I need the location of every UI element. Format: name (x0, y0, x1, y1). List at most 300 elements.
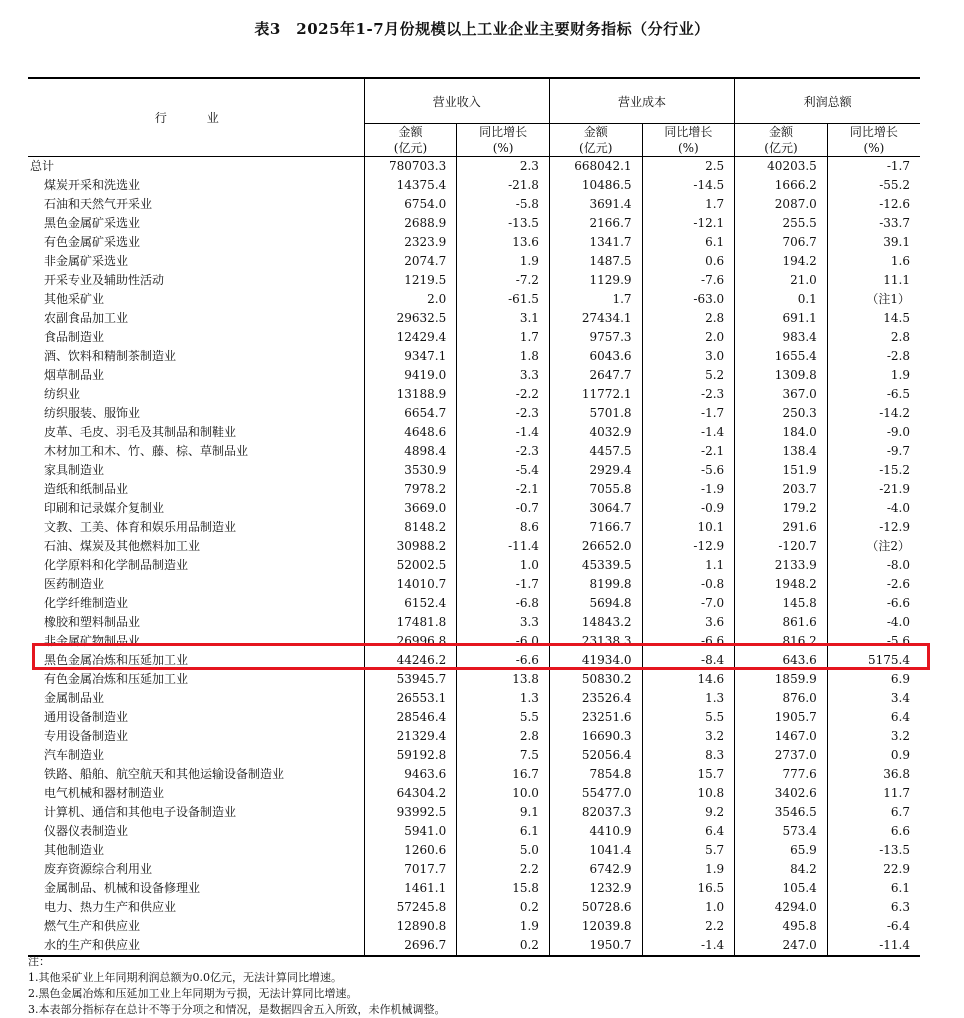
profit-growth-cell: -15.2 (827, 461, 920, 480)
revenue-amount-cell: 7978.2 (364, 480, 457, 499)
table-row (28, 898, 920, 917)
revenue-amount-cell: 44246.2 (364, 651, 457, 670)
revenue-amount-cell: 9463.6 (364, 765, 457, 784)
table-row (28, 594, 920, 613)
cost-growth-cell: 0.6 (642, 252, 735, 271)
revenue-amount-cell: 93992.5 (364, 803, 457, 822)
table-row (28, 499, 920, 518)
profit-growth-cell: -6.4 (827, 917, 920, 936)
cost-amount-cell: 2166.7 (549, 214, 642, 233)
industry-name-cell: 食品制造业 (44, 330, 105, 344)
profit-amount-cell: 1948.2 (735, 575, 828, 594)
industry-name-cell: 专用设备制造业 (44, 729, 129, 743)
cost-amount-cell: 4032.9 (549, 423, 642, 442)
revenue-amount-cell: 21329.4 (364, 727, 457, 746)
table-row (28, 727, 920, 746)
table-row (28, 556, 920, 575)
cost-growth-cell: 3.6 (642, 613, 735, 632)
table-row (28, 575, 920, 594)
profit-growth-cell: 11.7 (827, 784, 920, 803)
profit-growth-cell: 11.1 (827, 271, 920, 290)
profit-amount-cell: 3546.5 (735, 803, 828, 822)
table-row-highlighted (28, 651, 920, 670)
industry-name-cell: 其他采矿业 (44, 292, 105, 306)
profit-growth-cell: 3.2 (827, 727, 920, 746)
cost-growth-cell: 14.6 (642, 670, 735, 689)
profit-amount-cell: 194.2 (735, 252, 828, 271)
cost-growth-cell: -1.7 (642, 404, 735, 423)
profit-growth-cell: 6.3 (827, 898, 920, 917)
cost-amount-cell: 4457.5 (549, 442, 642, 461)
revenue-amount-cell: 64304.2 (364, 784, 457, 803)
industry-name-cell: 有色金属冶炼和压延加工业 (44, 672, 189, 686)
cost-amount-cell: 3691.4 (549, 195, 642, 214)
profit-growth-cell: -21.9 (827, 480, 920, 499)
profit-group-header: 利润总额 (735, 78, 920, 124)
revenue-growth-cell: -1.7 (457, 575, 550, 594)
table-row (28, 518, 920, 537)
cost-amount-cell: 2647.7 (549, 366, 642, 385)
industry-name-cell: 铁路、船舶、航空航天和其他运输设备制造业 (44, 767, 285, 781)
revenue-growth-cell: 5.5 (457, 708, 550, 727)
industry-name-cell: 家具制造业 (44, 463, 105, 477)
cost-amount-cell: 1487.5 (549, 252, 642, 271)
revenue-growth-cell: 0.2 (457, 936, 550, 956)
industry-name-cell: 橡胶和塑料制品业 (44, 615, 141, 629)
table-row (28, 157, 920, 177)
cost-growth-cell: 1.1 (642, 556, 735, 575)
revenue-amount-cell: 6152.4 (364, 594, 457, 613)
industry-name-cell: 印刷和记录媒介复制业 (44, 501, 165, 515)
profit-amount-cell: 1467.0 (735, 727, 828, 746)
profit-growth-cell: -9.7 (827, 442, 920, 461)
industry-name-cell: 其他制造业 (44, 843, 105, 857)
cost-growth-cell: 6.4 (642, 822, 735, 841)
cost-growth-cell: -14.5 (642, 176, 735, 195)
revenue-growth-cell: 1.8 (457, 347, 550, 366)
revenue-amount-cell: 57245.8 (364, 898, 457, 917)
table-row (28, 480, 920, 499)
industry-name-cell: 皮革、毛皮、羽毛及其制品和制鞋业 (44, 425, 237, 439)
table-row (28, 233, 920, 252)
revenue-growth-cell: -13.5 (457, 214, 550, 233)
cost-growth-cell: 8.3 (642, 746, 735, 765)
cost-growth-cell: 9.2 (642, 803, 735, 822)
cost-amount-cell: 7055.8 (549, 480, 642, 499)
profit-growth-cell: -33.7 (827, 214, 920, 233)
cost-growth-cell: 15.7 (642, 765, 735, 784)
cost-amount-cell: 5701.8 (549, 404, 642, 423)
industry-name-cell: 燃气生产和供应业 (44, 919, 141, 933)
profit-amount-unit: (亿元) (735, 140, 828, 157)
revenue-amount-cell: 9419.0 (364, 366, 457, 385)
revenue-amount-cell: 5941.0 (364, 822, 457, 841)
cost-growth-cell: 10.1 (642, 518, 735, 537)
cost-growth-cell: 6.1 (642, 233, 735, 252)
profit-growth-cell: 22.9 (827, 860, 920, 879)
industry-name-cell: 电力、热力生产和供应业 (44, 900, 177, 914)
profit-growth-cell: -13.5 (827, 841, 920, 860)
revenue-amount-cell: 30988.2 (364, 537, 457, 556)
table-body (28, 157, 920, 957)
table-row (28, 632, 920, 651)
revenue-growth-cell: -6.8 (457, 594, 550, 613)
profit-growth-cell: 39.1 (827, 233, 920, 252)
cost-amount-cell: 23251.6 (549, 708, 642, 727)
industry-name-cell: 医药制造业 (44, 577, 105, 591)
cost-amount-cell: 50728.6 (549, 898, 642, 917)
cost-growth-cell: -12.9 (642, 537, 735, 556)
profit-growth-cell: -4.0 (827, 499, 920, 518)
profit-amount-cell: 151.9 (735, 461, 828, 480)
revenue-amount-cell: 1461.1 (364, 879, 457, 898)
profit-amount-cell: 105.4 (735, 879, 828, 898)
profit-amount-cell: 706.7 (735, 233, 828, 252)
cost-growth-cell: -8.4 (642, 651, 735, 670)
industry-name-cell: 仪器仪表制造业 (44, 824, 129, 838)
revenue-growth-cell: -2.3 (457, 404, 550, 423)
industry-name-cell: 金属制品、机械和设备修理业 (44, 881, 201, 895)
table-row (28, 176, 920, 195)
table-row (28, 803, 920, 822)
table-row (28, 271, 920, 290)
cost-amount-cell: 52056.4 (549, 746, 642, 765)
profit-growth-cell: 6.9 (827, 670, 920, 689)
industry-name-cell: 化学纤维制造业 (44, 596, 129, 610)
cost-growth-cell: 5.2 (642, 366, 735, 385)
cost-amount-cell: 1.7 (549, 290, 642, 309)
table-title: 表3 2025年1-7月份规模以上工业企业主要财务指标（分行业） (254, 20, 710, 38)
cost-growth-cell: 5.5 (642, 708, 735, 727)
revenue-amount-cell: 29632.5 (364, 309, 457, 328)
profit-growth-cell: 3.4 (827, 689, 920, 708)
revenue-growth-cell: 1.0 (457, 556, 550, 575)
profit-amount-cell: 184.0 (735, 423, 828, 442)
industry-column-header: 行 业 (28, 78, 364, 157)
profit-amount-cell: 250.3 (735, 404, 828, 423)
revenue-growth-cell: -21.8 (457, 176, 550, 195)
footnote-3: 3.本表部分指标存在总计不等于分项之和情况，是数据四舍五入所致，未作机械调整。 (28, 1003, 446, 1016)
cost-growth-cell: -12.1 (642, 214, 735, 233)
cost-amount-cell: 5694.8 (549, 594, 642, 613)
cost-growth-cell: 3.2 (642, 727, 735, 746)
profit-amount-cell: 861.6 (735, 613, 828, 632)
cost-amount-cell: 41934.0 (549, 651, 642, 670)
cost-growth-cell: -2.3 (642, 385, 735, 404)
profit-amount-cell: 816.2 (735, 632, 828, 651)
profit-amount-cell: 203.7 (735, 480, 828, 499)
table-row (28, 423, 920, 442)
industry-name-cell: 化学原料和化学制品制造业 (44, 558, 189, 572)
cost-amount-cell: 23526.4 (549, 689, 642, 708)
table-row (28, 708, 920, 727)
profit-growth-cell: -14.2 (827, 404, 920, 423)
profit-growth-cell: 36.8 (827, 765, 920, 784)
revenue-amount-cell: 53945.7 (364, 670, 457, 689)
cost-growth-cell: 1.3 (642, 689, 735, 708)
cost-amount-cell: 45339.5 (549, 556, 642, 575)
profit-growth-unit: (%) (827, 140, 920, 157)
revenue-growth-cell: 15.8 (457, 879, 550, 898)
industry-name-cell: 文教、工美、体育和娱乐用品制造业 (44, 520, 237, 534)
cost-amount-cell: 1232.9 (549, 879, 642, 898)
profit-amount-cell: 2087.0 (735, 195, 828, 214)
industry-name-cell: 通用设备制造业 (44, 710, 129, 724)
revenue-amount-cell: 17481.8 (364, 613, 457, 632)
industry-name-cell: 造纸和纸制品业 (44, 482, 129, 496)
cost-amount-cell: 10486.5 (549, 176, 642, 195)
profit-amount-cell: 983.4 (735, 328, 828, 347)
profit-growth-cell: -9.0 (827, 423, 920, 442)
revenue-amount-cell: 2074.7 (364, 252, 457, 271)
cost-growth-cell: -2.1 (642, 442, 735, 461)
profit-amount-cell: 21.0 (735, 271, 828, 290)
revenue-amount-cell: 4648.6 (364, 423, 457, 442)
revenue-growth-cell: -2.1 (457, 480, 550, 499)
profit-growth-cell: -55.2 (827, 176, 920, 195)
footnotes (28, 954, 446, 1018)
revenue-amount-cell: 2696.7 (364, 936, 457, 956)
revenue-amount-unit: (亿元) (364, 140, 457, 157)
cost-amount-header: 金额 (549, 124, 642, 141)
revenue-growth-cell: -2.3 (457, 442, 550, 461)
revenue-amount-cell: 3530.9 (364, 461, 457, 480)
revenue-growth-cell: 3.3 (457, 613, 550, 632)
cost-growth-header: 同比增长 (642, 124, 735, 141)
profit-amount-cell: 255.5 (735, 214, 828, 233)
industry-name-cell: 石油、煤炭及其他燃料加工业 (44, 539, 201, 553)
revenue-growth-cell: -61.5 (457, 290, 550, 309)
profit-amount-cell: 145.8 (735, 594, 828, 613)
revenue-amount-header: 金额 (364, 124, 457, 141)
industry-name-cell: 非金属矿物制品业 (44, 634, 141, 648)
profit-amount-cell: 0.1 (735, 290, 828, 309)
cost-growth-cell: 1.0 (642, 898, 735, 917)
industry-name-cell: 石油和天然气开采业 (44, 197, 153, 211)
footnote-1: 1.其他采矿业上年同期利润总额为0.0亿元，无法计算同比增速。 (28, 971, 342, 984)
cost-growth-cell: -1.4 (642, 936, 735, 956)
profit-amount-cell: 1309.8 (735, 366, 828, 385)
table-row (28, 822, 920, 841)
revenue-amount-cell: 2323.9 (364, 233, 457, 252)
cost-growth-cell: -0.8 (642, 575, 735, 594)
industry-name-cell: 金属制品业 (44, 691, 105, 705)
table-row (28, 670, 920, 689)
revenue-amount-cell: 2.0 (364, 290, 457, 309)
industry-name-cell: 农副食品加工业 (44, 311, 129, 325)
revenue-amount-cell: 6754.0 (364, 195, 457, 214)
cost-growth-cell: -7.0 (642, 594, 735, 613)
cost-amount-cell: 1041.4 (549, 841, 642, 860)
table-row (28, 917, 920, 936)
revenue-growth-cell: 16.7 (457, 765, 550, 784)
profit-growth-cell: 5175.4 (827, 651, 920, 670)
revenue-growth-cell: -2.2 (457, 385, 550, 404)
profit-amount-cell: 691.1 (735, 309, 828, 328)
table-row (28, 214, 920, 233)
profit-growth-cell: -2.6 (827, 575, 920, 594)
cost-growth-cell: 10.8 (642, 784, 735, 803)
profit-growth-cell: 6.1 (827, 879, 920, 898)
industry-name-cell: 纺织业 (44, 387, 81, 401)
footnote-heading: 注： (28, 955, 50, 968)
cost-amount-cell: 14843.2 (549, 613, 642, 632)
cost-growth-cell: -1.4 (642, 423, 735, 442)
revenue-growth-cell: 1.9 (457, 917, 550, 936)
revenue-growth-cell: 9.1 (457, 803, 550, 822)
revenue-amount-cell: 3669.0 (364, 499, 457, 518)
industry-name-cell: 水的生产和供应业 (28, 936, 364, 956)
cost-amount-cell: 4410.9 (549, 822, 642, 841)
revenue-amount-cell: 13188.9 (364, 385, 457, 404)
profit-amount-cell: 643.6 (735, 651, 828, 670)
cost-growth-cell: -5.6 (642, 461, 735, 480)
table-row (28, 841, 920, 860)
profit-amount-cell: 1666.2 (735, 176, 828, 195)
table-row (28, 328, 920, 347)
cost-amount-cell: 1950.7 (549, 936, 642, 956)
profit-amount-cell: 138.4 (735, 442, 828, 461)
cost-amount-cell: 6043.6 (549, 347, 642, 366)
profit-amount-cell: 247.0 (735, 936, 828, 956)
revenue-amount-cell: 8148.2 (364, 518, 457, 537)
revenue-growth-cell: 1.7 (457, 328, 550, 347)
cost-group-header: 营业成本 (549, 78, 734, 124)
revenue-amount-cell: 28546.4 (364, 708, 457, 727)
cost-amount-cell: 26652.0 (549, 537, 642, 556)
profit-growth-cell: 0.9 (827, 746, 920, 765)
cost-amount-cell: 23138.3 (549, 632, 642, 651)
profit-amount-cell: 876.0 (735, 689, 828, 708)
table-row (28, 252, 920, 271)
revenue-amount-cell: 1260.6 (364, 841, 457, 860)
profit-growth-cell: -12.9 (827, 518, 920, 537)
revenue-amount-cell: 780703.3 (364, 157, 457, 177)
profit-growth-cell: （注1） (827, 290, 920, 309)
cost-amount-cell: 3064.7 (549, 499, 642, 518)
cost-growth-cell: 5.7 (642, 841, 735, 860)
cost-growth-cell: -6.6 (642, 632, 735, 651)
profit-amount-cell: 84.2 (735, 860, 828, 879)
cost-amount-cell: 7854.8 (549, 765, 642, 784)
revenue-growth-cell: 3.3 (457, 366, 550, 385)
table-row (28, 461, 920, 480)
profit-amount-cell: 1655.4 (735, 347, 828, 366)
cost-growth-cell: 2.5 (642, 157, 735, 177)
profit-growth-cell: -11.4 (827, 936, 920, 956)
revenue-growth-cell: -0.7 (457, 499, 550, 518)
revenue-amount-cell: 2688.9 (364, 214, 457, 233)
profit-growth-cell: 6.6 (827, 822, 920, 841)
profit-amount-cell: 40203.5 (735, 157, 828, 177)
revenue-growth-unit: (%) (457, 140, 550, 157)
profit-amount-cell: -120.7 (735, 537, 828, 556)
profit-amount-cell: 65.9 (735, 841, 828, 860)
cost-amount-cell: 1341.7 (549, 233, 642, 252)
revenue-growth-cell: 5.0 (457, 841, 550, 860)
revenue-growth-cell: -6.6 (457, 651, 550, 670)
cost-amount-cell: 82037.3 (549, 803, 642, 822)
revenue-amount-cell: 52002.5 (364, 556, 457, 575)
table-row (28, 936, 920, 956)
profit-amount-cell: 495.8 (735, 917, 828, 936)
profit-amount-cell: 3402.6 (735, 784, 828, 803)
financial-indicators-table (28, 77, 920, 957)
revenue-growth-cell: 6.1 (457, 822, 550, 841)
revenue-growth-cell: 2.2 (457, 860, 550, 879)
table-row (28, 765, 920, 784)
industry-name-cell: 电气机械和器材制造业 (44, 786, 165, 800)
revenue-group-header: 营业收入 (364, 78, 549, 124)
revenue-amount-cell: 1219.5 (364, 271, 457, 290)
profit-growth-cell: -12.6 (827, 195, 920, 214)
revenue-amount-cell: 12429.4 (364, 328, 457, 347)
cost-amount-cell: 6742.9 (549, 860, 642, 879)
revenue-amount-cell: 26553.1 (364, 689, 457, 708)
profit-growth-cell: -6.6 (827, 594, 920, 613)
revenue-amount-cell: 6654.7 (364, 404, 457, 423)
revenue-amount-cell: 59192.8 (364, 746, 457, 765)
industry-name-cell: 总计 (30, 159, 55, 173)
revenue-growth-cell: 3.1 (457, 309, 550, 328)
revenue-amount-cell: 9347.1 (364, 347, 457, 366)
revenue-growth-cell: -1.4 (457, 423, 550, 442)
revenue-growth-cell: 13.8 (457, 670, 550, 689)
cost-growth-unit: (%) (642, 140, 735, 157)
cost-growth-cell: 1.7 (642, 195, 735, 214)
industry-name-cell: 纺织服装、服饰业 (44, 406, 141, 420)
cost-amount-cell: 12039.8 (549, 917, 642, 936)
table-row (28, 290, 920, 309)
profit-growth-cell: -1.7 (827, 157, 920, 177)
revenue-growth-cell: 2.8 (457, 727, 550, 746)
cost-growth-cell: 1.9 (642, 860, 735, 879)
profit-amount-cell: 573.4 (735, 822, 828, 841)
profit-growth-cell: 6.4 (827, 708, 920, 727)
table-row (28, 613, 920, 632)
cost-amount-cell: 668042.1 (549, 157, 642, 177)
profit-growth-cell: 6.7 (827, 803, 920, 822)
profit-amount-cell: 367.0 (735, 385, 828, 404)
cost-amount-cell: 50830.2 (549, 670, 642, 689)
cost-amount-cell: 1129.9 (549, 271, 642, 290)
footnote-2: 2.黑色金属冶炼和压延加工业上年同期为亏损，无法计算同比增速。 (28, 987, 358, 1000)
table-row (28, 309, 920, 328)
cost-amount-cell: 9757.3 (549, 328, 642, 347)
cost-amount-unit: (亿元) (549, 140, 642, 157)
table-row (28, 366, 920, 385)
industry-name-cell: 汽车制造业 (44, 748, 105, 762)
cost-amount-cell: 55477.0 (549, 784, 642, 803)
industry-name-cell: 有色金属矿采选业 (44, 235, 141, 249)
profit-amount-cell: 291.6 (735, 518, 828, 537)
cost-amount-cell: 16690.3 (549, 727, 642, 746)
cost-amount-cell: 27434.1 (549, 309, 642, 328)
revenue-growth-cell: 13.6 (457, 233, 550, 252)
revenue-growth-cell: -7.2 (457, 271, 550, 290)
profit-growth-cell: 2.8 (827, 328, 920, 347)
profit-growth-cell: -4.0 (827, 613, 920, 632)
table-row (28, 195, 920, 214)
industry-name-cell: 开采专业及辅助性活动 (44, 273, 165, 287)
industry-name-cell: 煤炭开采和洗选业 (44, 178, 141, 192)
profit-amount-cell: 179.2 (735, 499, 828, 518)
revenue-growth-cell: 0.2 (457, 898, 550, 917)
profit-amount-header: 金额 (735, 124, 828, 141)
industry-name-cell: 黑色金属冶炼和压延加工业 (44, 653, 189, 667)
profit-amount-cell: 2737.0 (735, 746, 828, 765)
industry-name-cell: 废弃资源综合利用业 (44, 862, 153, 876)
